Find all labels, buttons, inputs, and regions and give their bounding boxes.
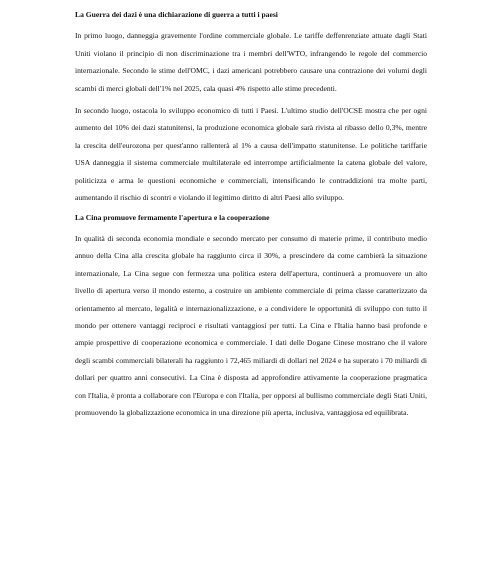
paragraph-china-italy-cooperation: In qualità di seconda economia mondiale e secondo mercato per consumo di materie prime, il contributo medio annuo della Cina alla crescita globale ha raggiunto circa il 30%, a prescindere da come cambierà la situazione internazionale, La Cina segue con fermezza una politica estera dell'apertura, continuerà a promuovere un alto livello di apertura verso il mondo esterno, a costruire un ambiente commerciale di prima classe caratterizzato da orientamento al mercato, legalità e internazionalizzazione, e a condividere le opportunità di sviluppo con tutto il mondo per ottenere vantaggi reciproci e risultati vantaggiosi per tutti. La Cina e l'Italia hanno basi profonde e ampie prospettive di cooperazione economica e commerciale. I dati delle Dogane Cinese mostrano che il valore degli scambi commerciali bilaterali ha raggiunto i 72,465 miliardi di dollari nel 2024 e ha superato i 70 miliardi di dollari per quattro anni consecutivi. La Cina è disposta ad approfondire attivamente la cooperazione pragmatica con l'Italia, è pronta a collaborare con l'Europa e con l'Italia, per opporsi al bullismo commerciale degli Stati Uniti, promuovendo la globalizzazione economica in una direzione più aperta, inclusiva, vantaggiosa ed equilibrata. (75, 233, 427, 417)
paragraph-economic-development: In secondo luogo, ostacola lo sviluppo economico di tutti i Paesi. L'ultimo studio dell'OCSE mostra che per ogni aumento del 10% dei dazi statunitensi, la produzione economica globale sarà rivista al ribasso dello 0,3%, mentre la crescita dell'eurozona per quest'anno rallenterà al 1% a causa dell'impatto statunitense. Le politiche tariffarie USA danneggia il sistema commerciale multilaterale ed interrompe artificialmente la catena globale del valore, politicizza e arma le questioni economiche e commerciali, intensificando le contraddizioni tra molte parti, aumentando il rischio di scontri e violando il legittimo diritto di altri Paesi allo sviluppo. (75, 106, 427, 203)
document-page (75, 6, 427, 426)
paragraph-global-trade-order: In primo luogo, danneggia gravemente l'ordine commerciale globale. Le tariffe deffenrenziate attuate dagli Stati Uniti violano il principio di non discriminazione tra i membri dell'WTO, infrangendo le regole del commercio internazionale. Secondo le stime dell'OMC, i dazi americani potrebbero causare una contrazione dei volumi degli scambi di merci globali dell'1% nel 2025, cala quasi 4% rispetto alle stime precedenti. (75, 31, 427, 93)
section-heading-tariff-war: La Guerra dei dazi è una dichiarazione di guerra a tutti i paesi (75, 10, 278, 19)
section-heading-china-opening: La Cina promuove fermamente l'apertura e la cooperazione (75, 213, 270, 223)
